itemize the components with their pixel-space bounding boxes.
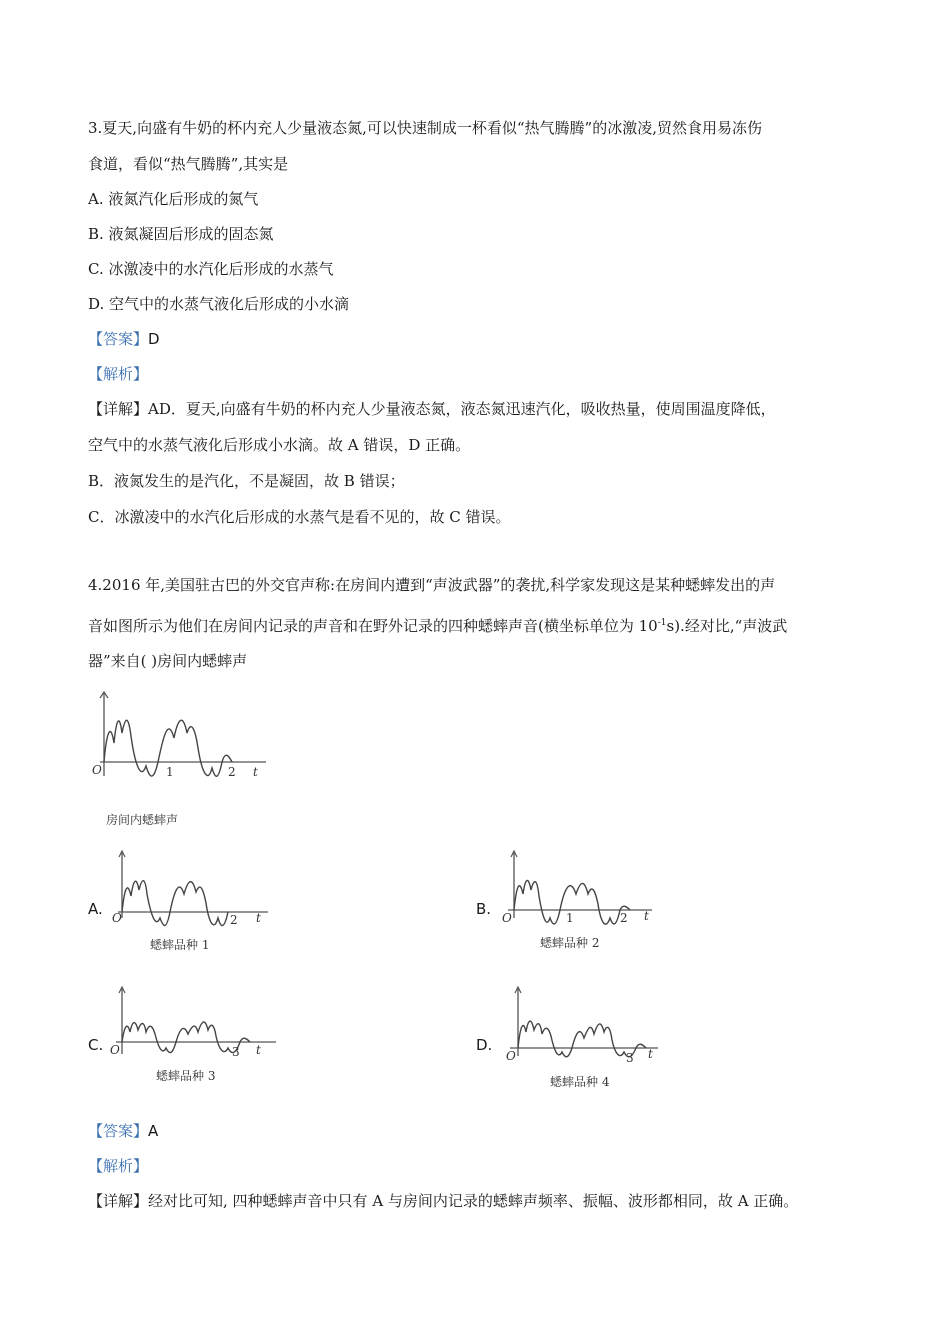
- q3-detail-text1: AD．夏天,向盛有牛奶的杯内充人少量液态氮，液态氮迅速汽化，吸收热量，使周围温度降低，: [148, 400, 776, 418]
- option-d-axis: t: [648, 1047, 653, 1061]
- q4-stem-line2: [88, 613, 787, 636]
- q4-stem-line1: 4.2016 年,美国驻古巴的外交官声称:在房间内遭到“声波武器”的袭扰,科学家发现这是某种蟋蟀发出的声: [88, 576, 776, 594]
- q4-answer: [88, 1121, 158, 1141]
- room-waveform-figure: [88, 688, 278, 833]
- option-c-waveform: [108, 984, 283, 1096]
- room-tick-1: 1: [166, 765, 174, 779]
- option-b-origin: O: [502, 911, 512, 925]
- option-c-origin: O: [110, 1043, 120, 1057]
- q4-answer-tag: 【答案】: [88, 1122, 149, 1140]
- q4-stem-exponent: -1: [657, 618, 667, 628]
- q3-detail-line1: [88, 399, 776, 419]
- q3-detail-tag: 【详解】: [88, 400, 149, 418]
- q3-detail-line4: C．冰激凌中的水汽化后形成的水蒸气是看不见的，故 C 错误。: [88, 508, 511, 526]
- q4-option-c-label: C.: [88, 1036, 104, 1054]
- room-axis-label: t: [253, 765, 258, 779]
- option-d-mark: 3: [626, 1051, 634, 1065]
- room-tick-2: 2: [228, 765, 236, 779]
- q3-option-a: A. 液氮汽化后形成的氮气: [88, 190, 259, 208]
- q4-detail-line1: [88, 1191, 798, 1211]
- q3-stem-line2: 食道，看似“热气腾腾”,其实是: [88, 155, 289, 173]
- option-d-waveform: [498, 982, 668, 1097]
- q3-option-b: B. 液氮凝固后形成的固态氮: [88, 225, 274, 243]
- room-caption: 房间内蟋蟀声: [106, 813, 179, 827]
- option-a-caption: 蟋蟀品种 1: [150, 938, 210, 952]
- option-a-origin: O: [112, 911, 122, 925]
- q3-detail-line3: B．液氮发生的是汽化，不是凝固，故 B 错误；: [88, 472, 405, 490]
- option-b-mark1: 1: [566, 911, 574, 925]
- q4-option-d-label: D.: [476, 1036, 493, 1054]
- q4-detail-tag: 【详解】: [88, 1192, 149, 1210]
- q4-option-b-label: B.: [476, 900, 492, 918]
- q4-analysis-tag: 【解析】: [88, 1157, 149, 1175]
- q4-option-a-label: A.: [88, 900, 103, 918]
- q4-stem-line2-a: 音如图所示为他们在房间内记录的声音和在野外记录的四种蟋蟀声音(横坐标单位为 10: [88, 617, 658, 635]
- option-b-axis: t: [644, 909, 649, 923]
- q3-option-c: C. 冰激凌中的水汽化后形成的水蒸气: [88, 260, 334, 278]
- q3-detail-line2: 空气中的水蒸气液化后形成小水滴。故 A 错误，D 正确。: [88, 436, 471, 454]
- q3-analysis-tag: 【解析】: [88, 365, 149, 383]
- q4-detail-text1: 经对比可知, 四种蟋蟀声音中只有 A 与房间内记录的蟋蟀声频率、振幅、波形都相同，故 A 正确。: [148, 1192, 799, 1210]
- option-c-caption: 蟋蟀品种 3: [156, 1069, 216, 1083]
- option-a-waveform: [110, 848, 280, 960]
- room-origin-label: O: [92, 763, 102, 777]
- q3-answer-tag: 【答案】: [88, 330, 149, 348]
- q3-answer-value: D: [148, 330, 160, 348]
- q3-option-d: D. 空气中的水蒸气液化后形成的小水滴: [88, 295, 350, 313]
- option-a-mark: 2: [230, 913, 238, 927]
- option-c-mark: 3: [232, 1045, 240, 1059]
- q3-stem-line1: 3.夏天,向盛有牛奶的杯内充人少量液态氮,可以快速制成一杯看似“热气腾腾”的冰激凌,贸然食用易冻伤: [88, 119, 762, 137]
- option-b-waveform: [500, 848, 670, 960]
- option-d-caption: 蟋蟀品种 4: [550, 1075, 610, 1089]
- option-d-origin: O: [506, 1049, 516, 1063]
- q4-stem-line2-b: s).经对比,“声波武: [666, 617, 788, 635]
- option-a-axis: t: [256, 911, 261, 925]
- option-c-axis: t: [256, 1043, 261, 1057]
- q3-answer: [88, 329, 160, 349]
- q4-stem-line3: 器”来自( )房间内蟋蟀声: [88, 652, 248, 670]
- option-b-mark: 2: [620, 911, 628, 925]
- option-b-caption: 蟋蟀品种 2: [540, 936, 600, 950]
- q4-answer-value: A: [148, 1122, 159, 1140]
